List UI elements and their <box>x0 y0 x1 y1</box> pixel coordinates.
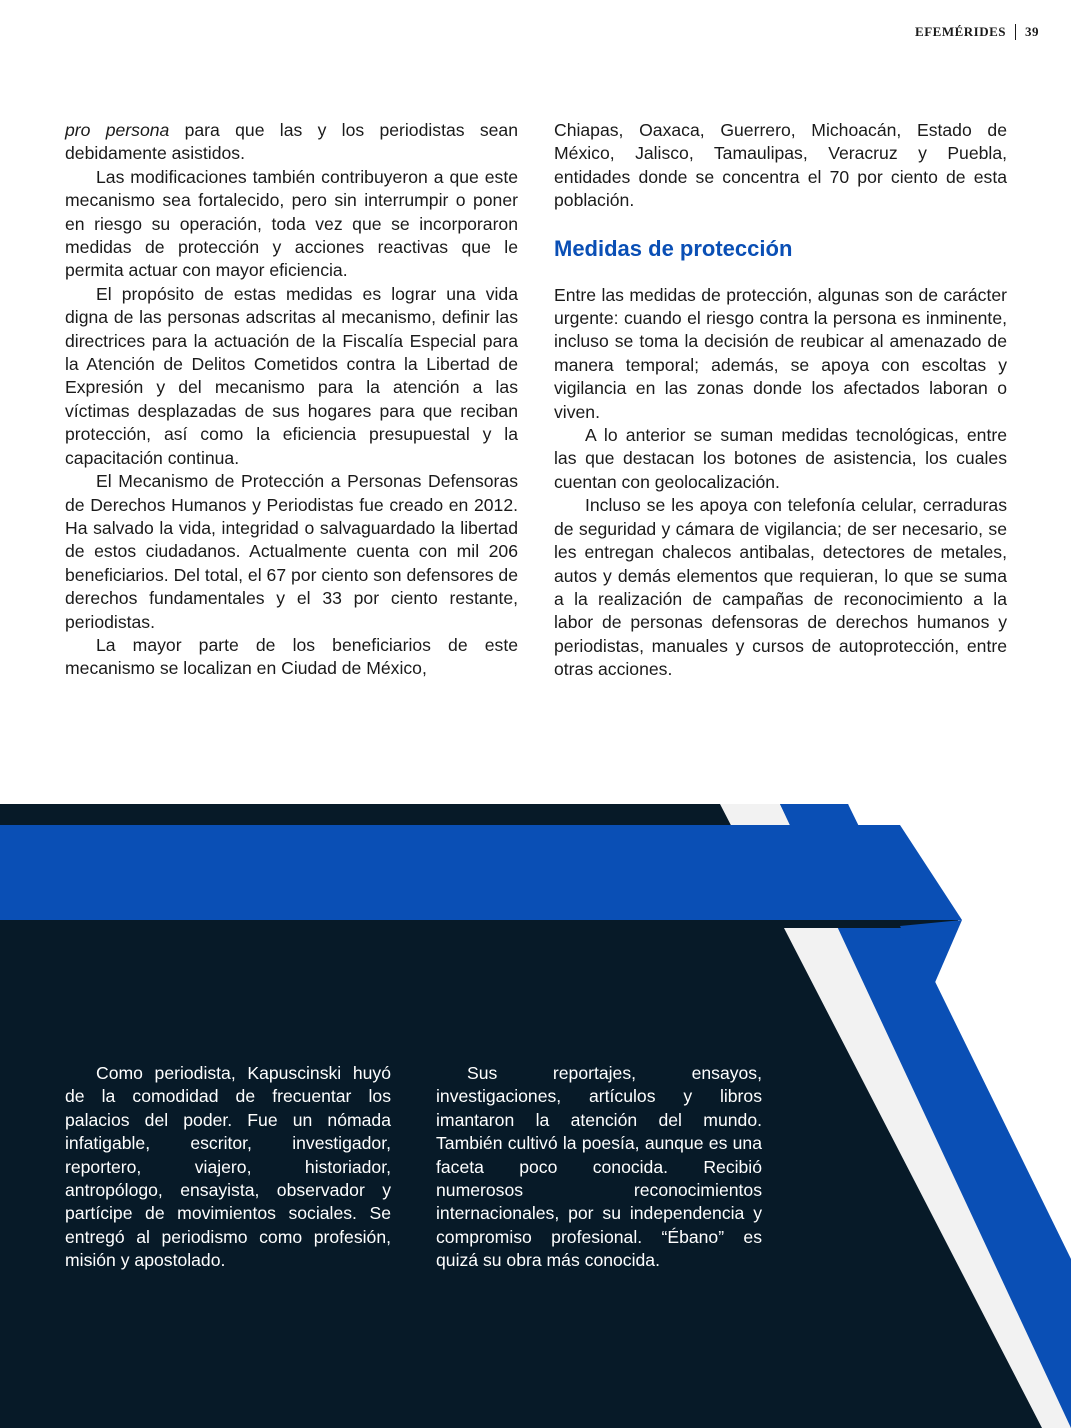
header-divider <box>1015 24 1016 40</box>
section-name: EFEMÉRIDES <box>915 24 1006 39</box>
blue-bar <box>0 825 962 920</box>
paragraph: La mayor parte de los beneficiarios de este mecanismo se localizan en Ciudad de México, <box>65 634 518 679</box>
section-heading: Medidas de protección <box>554 235 793 261</box>
paragraph: El Mecanismo de Protección a Personas Defensoras de Derechos Humanos y Periodistas fue creado en 2012. Ha salvado la vida, integridad o salvaguardado la libertad de estos ciudadanos. Actualmente cuenta con mil 206 beneficiarios. Del total, el 67 por ciento son defensores de derechos fundamentales y el 33 por ciento restante, periodistas. <box>65 471 518 632</box>
page-number: 39 <box>1025 24 1039 39</box>
paragraph: Entre las medidas de protección, algunas son de carácter urgente: cuando el riesgo contra la persona es inminente, incluso se toma la decisión de reubicar al amenazado de manera temporal; además, se apoya con escoltas y vigilancia en las zonas donde los afectados laboran o viven. <box>554 284 1007 422</box>
bar-shadow <box>0 920 958 928</box>
italic-term: pro persona <box>65 120 170 140</box>
dark-column-left <box>65 1062 391 1273</box>
paragraph-text: para que las y los periodistas sean debidamente asistidos. <box>65 120 518 164</box>
dark-column-right <box>436 1062 762 1273</box>
paragraph: Como periodista, Kapuscinski huyó de la comodidad de frecuentar los palacios del poder. Fue un nómada infatigable, escritor, investigador, reportero, viajero, historiador, antropólogo, ensayista, observador y partícipe de movimientos sociales. Se entregó al periodismo como profesión, misión y apostolado. <box>65 1063 391 1271</box>
running-header <box>915 24 1039 40</box>
paragraph <box>65 119 518 166</box>
paragraph: Las modificaciones también contribuyeron a que este mecanismo sea fortalecido, pero sin interrumpir o poner en riesgo su operación, toda vez que se incorporaron medidas de protección y acciones reactivas que le permita actuar con mayor eficiencia. <box>65 166 518 281</box>
paragraph: Chiapas, Oaxaca, Guerrero, Michoacán, Estado de México, Jalisco, Tamaulipas, Veracruz y Puebla, entidades donde se concentra el 70 por ciento de esta población. <box>554 120 1007 211</box>
paragraph: A lo anterior se suman medidas tecnológicas, entre las que destacan los botones de asistencia, los cuales cuentan con geolocalización. <box>554 425 1007 492</box>
paragraph: El propósito de estas medidas es lograr una vida digna de las personas adscritas al mecanismo, definir las directrices para la actuación de la Fiscalía Especial para la Atención de Delitos Cometidos contra la Libertad de Expresión y del mecanismo para la atención a las víctimas desplazadas de sus hogares para que reciban protección, así como la eficiencia presupuestal y la capacitación continua. <box>65 283 518 468</box>
paragraph: Sus reportajes, ensayos, investigaciones, artículos y libros imantaron la atención del mundo. También cultivó la poesía, aunque es una faceta poco conocida. Recibió numerosos reconocimientos internacionales, por su independencia y compromiso profesional. “Ébano” es quizá su obra más conocida. <box>436 1063 762 1271</box>
paragraph: Incluso se les apoya con telefonía celular, cerraduras de seguridad y cámara de vigilancia; de ser necesario, se les entregan chalecos antibalas, detectores de metales, autos y demás elementos que requieran, lo que se suma a la realización de campañas de reconocimiento a la labor de personas defensoras de derechos humanos y periodistas, manuales y cursos de autoprotección, entre otras acciones. <box>554 495 1007 680</box>
article-column-right <box>554 119 1007 682</box>
article-column-left <box>65 119 518 681</box>
